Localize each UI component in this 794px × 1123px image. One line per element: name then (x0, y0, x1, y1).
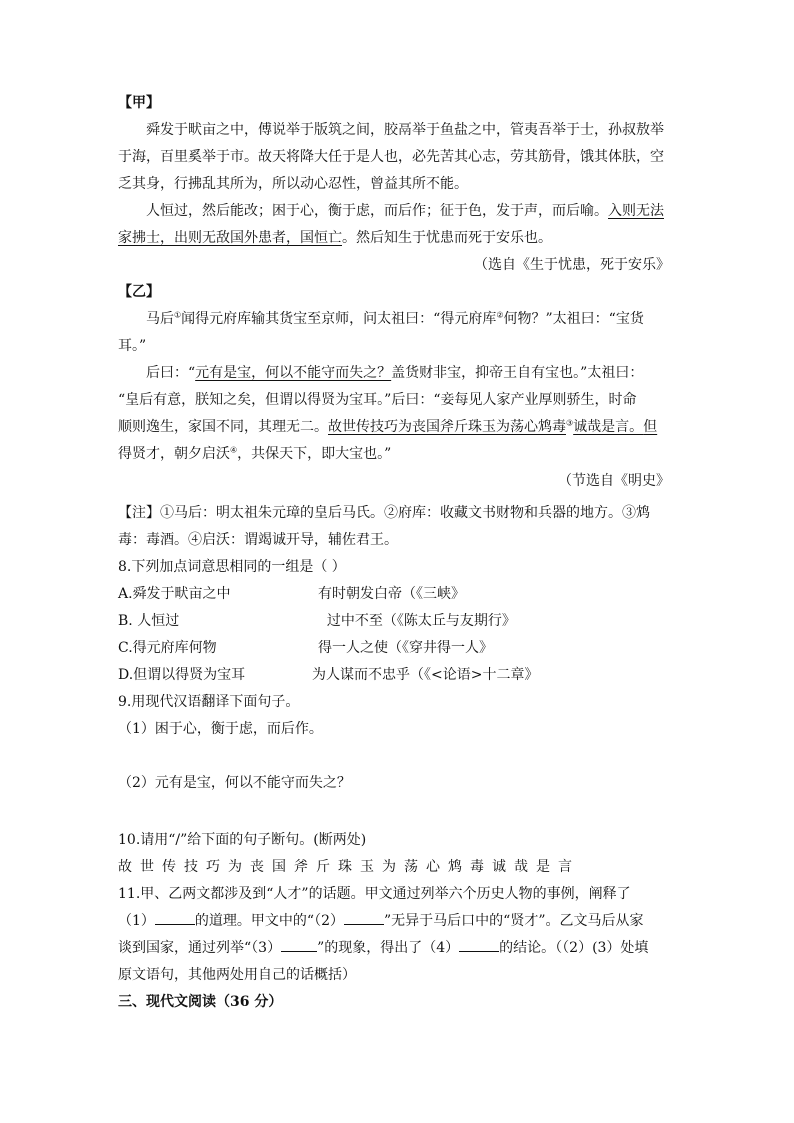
note-line1: 【注】①马后：明太祖朱元璋的皇后马氏。②府库：收藏文书财物和兵器的地方。③鸩 (118, 505, 650, 521)
jia-p1-line1: 舜发于畎亩之中，傅说举于版筑之间，胶鬲举于鱼盐之中，管夷吾举于士，孙叔敖举 (146, 122, 664, 138)
yi-text: 马后 (146, 311, 174, 327)
yi-underlined-sentence: 诚哉是言。 (573, 419, 644, 435)
q11-text: 谈到国家，通过列举“（3） (118, 940, 282, 956)
jia-p2-line2 (118, 225, 670, 252)
yi-text: 得贤才，朝夕启沃 (118, 446, 230, 462)
q11-line2 (118, 908, 670, 935)
yi-underlined-sentence: 故世传技巧为丧国斧斤珠玉为荡心鸩毒 (328, 419, 566, 435)
section-3-heading: 三、现代文阅读（36 分） (118, 994, 283, 1010)
yi-text: 盖货财非宝，抑帝王自有宝也。”太祖曰： (391, 365, 644, 381)
yi-text: 闻得元府库输其货宝至京师，问太祖曰：“得元府库 (181, 311, 497, 327)
q8-option (118, 662, 670, 689)
q10-stem: 10.请用“/”给下面的句子断句。(断两处) (118, 832, 367, 848)
yi-p2-line4 (118, 441, 670, 468)
q8-option-d-left: D.但谓以得贤为宝耳 (118, 667, 246, 683)
yi-p1-line2: 耳。” (118, 338, 147, 354)
yi-text: 后曰：“ (146, 365, 196, 381)
heading-jia: 【甲】 (118, 95, 160, 111)
answer-blank-1[interactable] (155, 912, 195, 925)
q10-text: 故世传技巧为丧国斧斤珠玉为荡心鸩毒诚哉是言 (118, 859, 580, 875)
footnote-marker: ③ (566, 418, 574, 428)
q11-text: ”的现象，得出了（4） (317, 940, 460, 956)
q8-option (118, 635, 670, 662)
q9-stem: 9.用现代汉语翻译下面句子。 (118, 694, 300, 710)
yi-text: ，共保天下，即大宝也。” (237, 446, 392, 462)
jia-p2-text-end: 。然后知生于忧患而死于安乐也。 (342, 230, 552, 246)
q9-sentence-1: （1）困于心，衡于虑，而后作。 (118, 721, 323, 737)
jia-p2-line1 (118, 198, 670, 225)
q8-option (118, 608, 670, 635)
q8-option-c-left: C.得元府库何物 (118, 640, 217, 656)
passage-yi (118, 279, 670, 495)
yi-p2-line1 (118, 360, 670, 387)
q8-stem: 8.下列加点词意思相同的一组是（ ） (118, 559, 346, 575)
q8-option (118, 581, 670, 608)
jia-underlined-sentence-cont: 家拂士，出则无敌国外患者，国恒亡 (118, 230, 342, 246)
jia-source: （选自《生于忧患，死于安乐》 (474, 257, 670, 273)
q8-option-b-left: B. 人恒过 (118, 613, 180, 629)
q9-sentence-2: （2）元有是宝，何以不能守而失之？ (118, 775, 351, 791)
q11-line1: 11.甲、乙两文都涉及到“人才”的话题。甲文通过列举六个历史人物的事例，阐释了 (118, 886, 631, 902)
q8-option-c-right: 得一人之使（《穿井得一人》 (318, 640, 493, 656)
q8-option-d-right: 为人谋而不忠乎（《<论语>十二章》 (312, 667, 539, 683)
footnote-marker: ④ (230, 445, 238, 455)
footnote-marker: ① (174, 310, 182, 320)
jia-p1-line2: 于海，百里奚举于市。故天将降大任于是人也，必先苦其心志，劳其筋骨，饿其体肤，空 (118, 149, 664, 165)
q11-text: 的结论。（（2）(3）处填 (499, 940, 649, 956)
yi-underlined-sentence: 元有是宝，何以不能守而失之？ (195, 365, 392, 381)
q11-text: （1） (118, 913, 155, 929)
passage-jia (118, 90, 670, 279)
footnote-marker: ② (496, 310, 504, 320)
yi-text: 何物？”太祖曰：“宝货 (503, 311, 644, 327)
yi-p2-line3 (118, 414, 670, 441)
q8-option-a-left: A.舜发于畎亩之中 (118, 586, 231, 602)
questions-10-11 (118, 827, 670, 1016)
yi-underlined-sentence: 但 (643, 419, 658, 435)
q11-text: 的道理。甲文中的“（2） (194, 913, 344, 929)
q8-option-b-right: 过中不至（《陈太丘与友期行》 (318, 613, 516, 629)
note-line2: 毒：毒酒。④启沃：谓竭诚开导，辅佐君王。 (118, 532, 398, 548)
jia-p2-text: 人恒过，然后能改；困于心，衡于虑，而后作；征于色，发于声，而后喻。 (146, 203, 608, 219)
q8-option-a-right: 有时朝发白帝（《三峡》 (318, 586, 465, 602)
answer-blank-4[interactable] (459, 939, 499, 952)
notes-and-questions (118, 500, 670, 824)
q11-line4: 原文语句，其他两处用自己的话概括） (118, 967, 356, 983)
yi-p2-line2: “皇后有意，朕知之矣，但谓以得贤为宝耳。”后曰：“妾每见人家产业厚则骄生，时命 (118, 392, 637, 408)
heading-yi: 【乙】 (118, 284, 160, 300)
yi-p1-line1 (118, 306, 670, 333)
answer-blank-2[interactable] (344, 912, 384, 925)
yi-text: 顺则逸生，家国不同，其理无二。 (118, 419, 328, 435)
answer-blank-3[interactable] (281, 939, 317, 952)
q11-text: ”无异于马后口中的“贤才”。乙文马后从家 (384, 913, 644, 929)
q11-line3 (118, 935, 670, 962)
yi-source: （节选自《明史》 (558, 473, 670, 489)
jia-underlined-sentence: 入则无法 (608, 203, 664, 219)
jia-p1-line3: 乏其身，行拂乱其所为，所以动心忍性，曾益其所不能。 (118, 176, 468, 192)
